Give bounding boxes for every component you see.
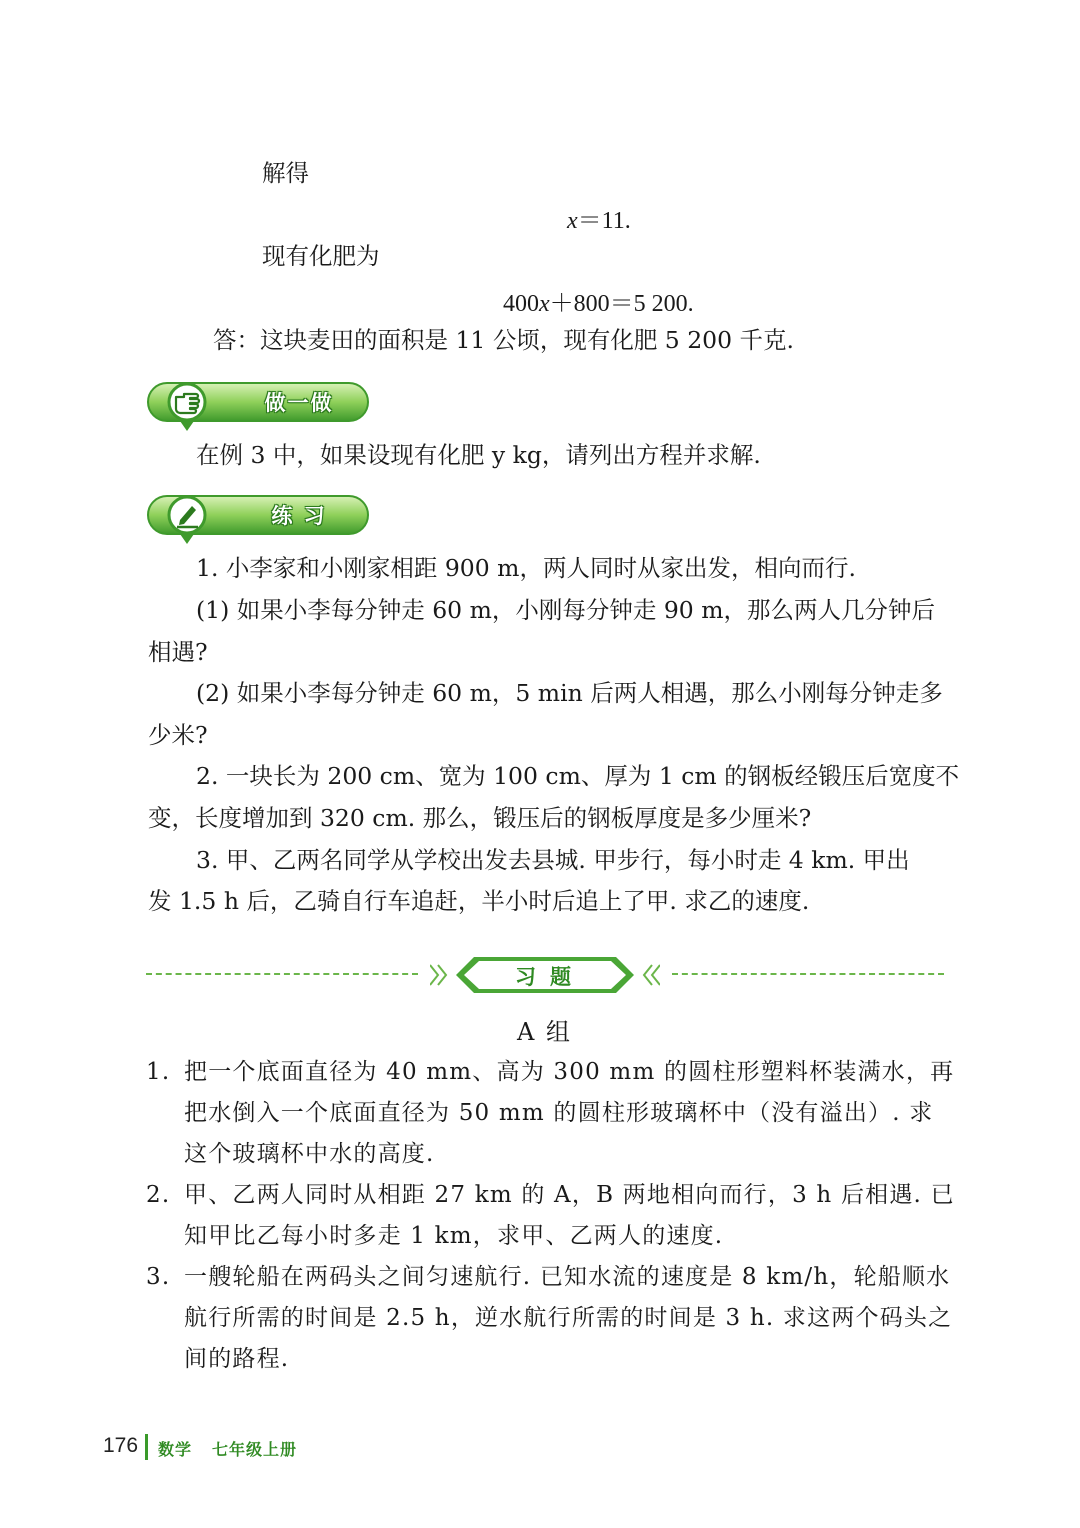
divider-right (672, 973, 944, 975)
xianyou-label: 现有化肥为 (262, 242, 380, 270)
page-number: 176 (103, 1434, 139, 1457)
xiti-exercise-2 (146, 1175, 956, 1257)
lianxi-line: 少米? (148, 721, 208, 749)
equation-x: x＝11. (567, 208, 631, 234)
lianxi-line: 1. 小李家和小刚家相距 900 m，两人同时从家出发，相向而行. (196, 554, 856, 582)
footer-divider (145, 1434, 148, 1460)
lianxi-line: (2) 如果小李每分钟走 60 m，5 min 后两人相遇，那么小刚每分钟走多 (196, 679, 943, 707)
exercise-number: 2. (146, 1182, 171, 1208)
lianxi-line: 2. 一块长为 200 cm、宽为 100 cm、厚为 1 cm 的钢板经锻压后宽度不 (196, 762, 960, 790)
exercise-text: 把一个底面直径为 40 mm、高为 300 mm 的圆柱形塑料杯装满水，再把水倒入一个底面直径为 50 mm 的圆柱形玻璃杯中（没有溢出）. 求这个玻璃杯中水的高度. (184, 1059, 955, 1167)
footer-grade: 七年级上册 (212, 1440, 298, 1459)
exercise-text: 一艘轮船在两码头之间匀速航行. 已知水流的速度是 8 km/h，轮船顺水航行所需的时间是 2.5 h，逆水航行所需的时间是 3 h. 求这两个码头之间的路程. (184, 1264, 953, 1372)
lianxi-line: 3. 甲、乙两名同学从学校出发去县城. 甲步行，每小时走 4 km. 甲出 (196, 846, 910, 874)
lianxi-banner (146, 494, 370, 536)
lianxi-line: 变，长度增加到 320 cm. 那么，锻压后的钢板厚度是多少厘米? (148, 804, 812, 832)
xiti-header (430, 955, 660, 995)
equation-fertilizer: 400x＋800＝5 200. (503, 291, 694, 317)
divider-left (146, 973, 418, 975)
footer-subject: 数学 (158, 1440, 193, 1459)
xiti-exercise-3 (146, 1257, 956, 1380)
lianxi-line: 相遇? (148, 638, 208, 666)
zuoyizuo-title: 做一做 (264, 391, 334, 415)
lianxi-line: 发 1.5 h 后，乙骑自行车追赶，半小时后追上了甲. 求乙的速度. (148, 887, 810, 915)
exercise-number: 3. (146, 1264, 171, 1290)
lianxi-title: 练 习 (271, 504, 327, 528)
zuoyizuo-text: 在例 3 中，如果设现有化肥 y kg，请列出方程并求解. (196, 441, 761, 469)
group-a-heading: A 组 (517, 1018, 572, 1046)
jiede-label: 解得 (262, 159, 309, 187)
lianxi-line: (1) 如果小李每分钟走 60 m，小刚每分钟走 90 m，那么两人几分钟后 (196, 596, 936, 624)
zuoyizuo-banner (146, 381, 370, 423)
exercise-text: 甲、乙两人同时从相距 27 km 的 A，B 两地相向而行，3 h 后相遇. 已知甲比乙每小时多走 1 km，求甲、乙两人的速度. (184, 1182, 955, 1249)
answer-text: 答：这块麦田的面积是 11 公顷，现有化肥 5 200 千克. (213, 326, 795, 354)
xiti-exercise-1 (146, 1052, 956, 1175)
exercise-number: 1. (146, 1059, 171, 1085)
xiti-title: 习题 (515, 965, 585, 989)
